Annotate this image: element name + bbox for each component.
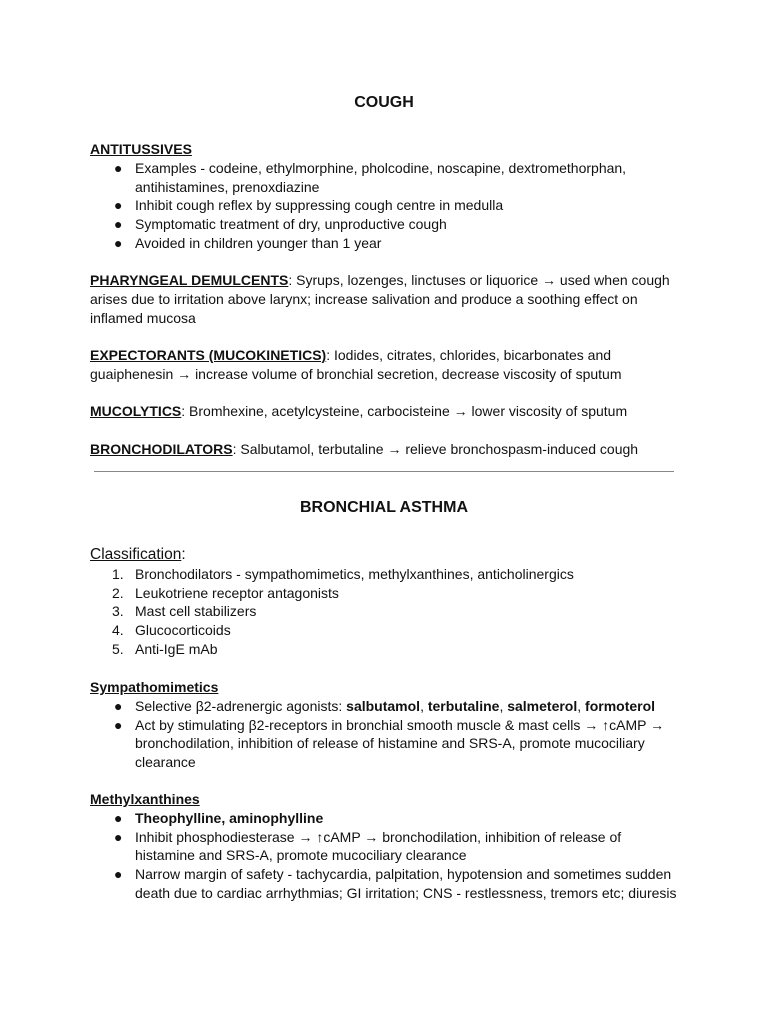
classification-list xyxy=(90,565,680,659)
cough-title: COUGH xyxy=(354,94,414,111)
sympathomimetics-heading: Sympathomimetics xyxy=(90,679,219,695)
bronchodilators-paragraph xyxy=(90,440,680,459)
mucolytics-heading: MUCOLYTICS xyxy=(90,403,182,419)
bullet: ● xyxy=(114,197,123,214)
bronchodilators-heading: BRONCHODILATORS xyxy=(90,441,233,457)
methylxanthines-section xyxy=(90,790,680,903)
list-item: 3. Mast cell stabilizers xyxy=(112,603,257,620)
bullet: ● xyxy=(114,809,123,826)
mucolytics-text: : Bromhexine, acetylcysteine, carbocisteine → lower viscosity of sputum xyxy=(181,403,628,419)
methylxanthines-list xyxy=(90,809,680,903)
sympathomimetics-list xyxy=(90,697,680,772)
list-item: 2. Leukotriene receptor antagonists xyxy=(112,584,339,601)
antitussives-heading: ANTITUSSIVES xyxy=(90,141,192,157)
bullet: ● xyxy=(114,159,123,176)
antitussives-section xyxy=(90,140,680,253)
bullet: ● xyxy=(114,828,123,845)
list-item: ● Inhibit cough reflex by suppressing cough centre in medulla xyxy=(114,197,504,214)
bullet: ● xyxy=(114,697,123,714)
classification-heading-line: Classification: xyxy=(90,546,186,563)
bullet: ● xyxy=(114,234,123,251)
list-item: 4. Glucocorticoids xyxy=(112,622,231,639)
methylxanthines-heading: Methylxanthines xyxy=(90,791,200,807)
classification-heading: Classification xyxy=(90,546,182,563)
pharyngeal-demulcents-heading: PHARYNGEAL DEMULCENTS xyxy=(90,272,289,288)
list-item: ● Narrow margin of safety - tachycardia, palpitation, hypotension and sometimes sudden death due to cardiac arrhythmias; GI irritation; CNS - restlessness, tremors etc; diuresis xyxy=(114,866,677,901)
bronchial-asthma-title: BRONCHIAL ASTHMA xyxy=(300,499,468,516)
classification-section xyxy=(90,545,680,659)
expectorants-text: : Iodides, citrates, chlorides, bicarbonates and guaiphenesin → increase volume of bronchial secretion, decrease viscosity of sputum xyxy=(90,347,622,382)
list-item: 5. Anti-IgE mAb xyxy=(112,640,218,657)
list-item: ● Act by stimulating β2-receptors in bronchial smooth muscle & mast cells → ↑cAMP → bronchodilation, inhibition of release of histamine and SRS-A, promote mucociliary clearance xyxy=(114,716,665,771)
horizontal-divider xyxy=(94,471,674,472)
list-item: ● Symptomatic treatment of dry, unproductive cough xyxy=(114,216,447,233)
list-item: ● Avoided in children younger than 1 year xyxy=(114,234,382,251)
bullet: ● xyxy=(114,716,123,733)
list-item: 1. Bronchodilators - sympathomimetics, methylxanthines, anticholinergics xyxy=(112,565,574,582)
bullet: ● xyxy=(114,216,123,233)
list-item: ● Inhibit phosphodiesterase → ↑cAMP → bronchodilation, inhibition of release of histamine and SRS-A, promote mucociliary clearance xyxy=(114,828,622,864)
pharyngeal-demulcents-paragraph xyxy=(90,271,680,327)
bullet: ● xyxy=(114,866,123,883)
sympathomimetics-section xyxy=(90,678,680,772)
expectorants-heading: EXPECTORANTS (MUCOKINETICS) xyxy=(90,347,327,363)
mucolytics-paragraph xyxy=(90,402,680,421)
expectorants-paragraph xyxy=(90,346,680,384)
antitussives-list xyxy=(90,159,680,253)
list-item: ● Examples - codeine, ethylmorphine, pholcodine, noscapine, dextromethorphan, antihistamines, prenoxdiazine xyxy=(114,159,627,195)
list-item: ● Theophylline, aminophylline xyxy=(114,809,324,826)
bronchodilators-text: : Salbutamol, terbutaline → relieve bronchospasm-induced cough xyxy=(232,441,639,457)
list-item: ● Selective β2-adrenergic agonists: salbutamol, terbutaline, salmeterol, formoterol xyxy=(114,697,656,714)
pharyngeal-demulcents-text: : Syrups, lozenges, linctuses or liquorice → used when cough arises due to irritation above larynx; increase salivation and produce a soothing effect on inflamed mucosa xyxy=(90,272,670,326)
